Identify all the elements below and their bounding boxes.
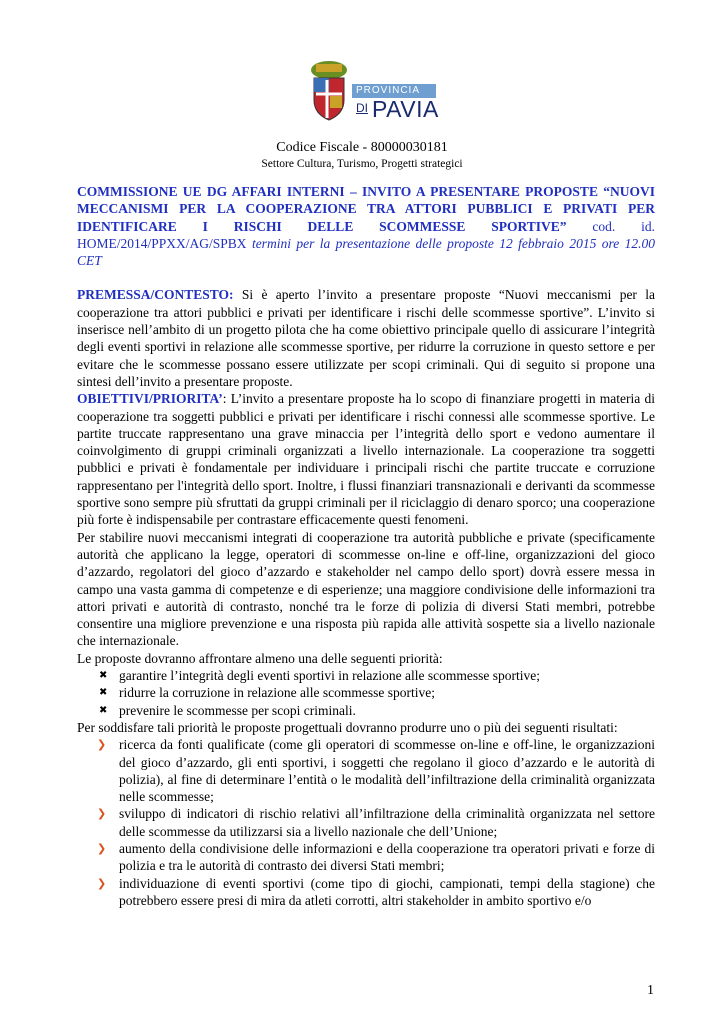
meccanismi-paragraph: Per stabilire nuovi meccanismi integrati di cooperazione tra autorità pubbliche e private (specificamente autorità che applicano la legge, operatori di scommesse on-line e off-line, organizzazioni del gioco d’azzardo, regolatori del gioco d’azzardo e stakeholder nel campo dello sport) dovrà essere messa in campo una vasta gamma di competenze e di esperienze; una maggiore condivisione delle informazioni tra attori privati e autorità di contrasto, nonché tra le forze di polizia di diversi Stati membri, potrebbe consentire una migliore prevenzione e una risposta più rapida alle attività sospette sia a livello nazionale che internazionale.: [77, 529, 655, 649]
title-cod: cod. id. HOME/2014/PPXX/AG/SPBX: [77, 218, 655, 251]
list-item: ❯ ricerca da fonti qualificate (come gli operatori di scommesse on-line e off-line, le organizzazioni del gioco d’azzardo, gli enti sportivi, i soggetti che regolano il gioco d’azzardo e le autorità di polizia), al fine di determinare l’entità o le modalità dell’infiltrazione della criminalità organizzata nelle scommesse;: [95, 736, 655, 805]
logo-di: DI: [356, 101, 368, 115]
premessa-paragraph: [77, 286, 655, 390]
obiettivi-label: OBIETTIVI/PRIORITA’: [77, 391, 223, 407]
list-item: ❯ sviluppo di indicatori di rischio relativi all’infiltrazione della criminalità organizzata nel settore delle scommesse da utilizzarsi sia a livello nazionale che dell’Unione;: [95, 805, 655, 840]
logo-band: PROVINCIA: [352, 84, 436, 98]
logo-name: PAVIA: [372, 96, 439, 122]
obiettivi-paragraph: [77, 390, 655, 528]
obiettivi-text: : L’invito a presentare proposte ha lo scopo di finanziare progetti in materia di cooperazione tra soggetti pubblici e privati per identificare i rischi connessi alle scommesse sportive. Le partite truccate rappresentano una grave minaccia per l’integrità dello sport e vedono aumentare il coinvolgimento di gruppi criminali organizzati a livello internazionale. La cooperazione tra soggetti pubblici e privati è fondamentale per individuare i principali rischi che partite truccate e corruzione rappresentano per l'integrità dello sport. Inoltre, i flussi finanziari transnazionali e derivanti da scommesse sportive sono sempre più sfruttati da gruppi criminali per il riciclaggio di denaro sporco; una cooperazione più forte è indispensabile per contrastare efficacemente questi fenomeni.: [77, 391, 655, 528]
premessa-label: PREMESSA/CONTESTO:: [77, 287, 234, 303]
page-number: 1: [647, 983, 654, 998]
list-item: ❯ individuazione di eventi sportivi (come tipo di giochi, campionati, tempi della stagione) che potrebbero essere presi di mira da atleti corrotti, altri stakeholder in ambito sportivo e/o: [95, 875, 655, 910]
list-item: ✖ garantire l’integrità degli eventi sportivi in relazione alle scommesse sportive;: [99, 667, 655, 684]
priorita-intro: Le proposte dovranno affrontare almeno una delle seguenti priorità:: [77, 650, 443, 666]
priorita-list: [77, 667, 655, 719]
title-italic: termini per la presentazione delle proposte 12 febbraio 2015 ore 12.00 CET: [77, 235, 655, 269]
title-bold: COMMISSIONE UE DG AFFARI INTERNI – INVITO A PRESENTARE PROPOSTE “NUOVI MECCANISMI PER LA COOPERAZIONE TRA ATTORI PUBBLICI E PRIVATI PER IDENTIFICARE I RISCHI DELLE SCOMMESSE SPORTIVE”: [77, 184, 655, 234]
document-title: [77, 183, 655, 269]
list-item: ✖ ridurre la corruzione in relazione alle scommesse sportive;: [99, 684, 655, 701]
coat-of-arms-icon: [308, 60, 350, 122]
provincia-logo: [308, 60, 448, 130]
document-body: [77, 183, 655, 909]
list-item: ✖ prevenire le scommesse per scopi criminali.: [99, 702, 655, 719]
premessa-text: Si è aperto l’invito a presentare proposte “Nuovi meccanismi per la cooperazione tra attori pubblici e privati per identificare i rischi delle scommesse sportive”. L’invito si inserisce nell’ambito di un progetto pilota che ha come obiettivo principale quello di assicurare l’integrità degli eventi sportivi in relazione alle scommesse sportive, per ridurre la corruzione in questo settore e per evitare che le scommesse possano essere utilizzate per scopi criminali. Qui di seguito si propone una sintesi dell’invito a presentare proposte.: [77, 287, 655, 389]
list-item: ❯ aumento della condivisione delle informazioni e della cooperazione tra operatori privati e forze di polizia e tra le autorità di contrasto dei diversi Stati membri;: [95, 840, 655, 875]
codice-fiscale: Codice Fiscale - 80000030181: [276, 140, 448, 155]
risultati-intro: Per soddisfare tali priorità le proposte progettuali dovranno produrre uno o più dei seguenti risultati:: [77, 719, 618, 735]
settore: Settore Cultura, Turismo, Progetti strategici: [261, 158, 463, 170]
risultati-list: [77, 736, 655, 909]
